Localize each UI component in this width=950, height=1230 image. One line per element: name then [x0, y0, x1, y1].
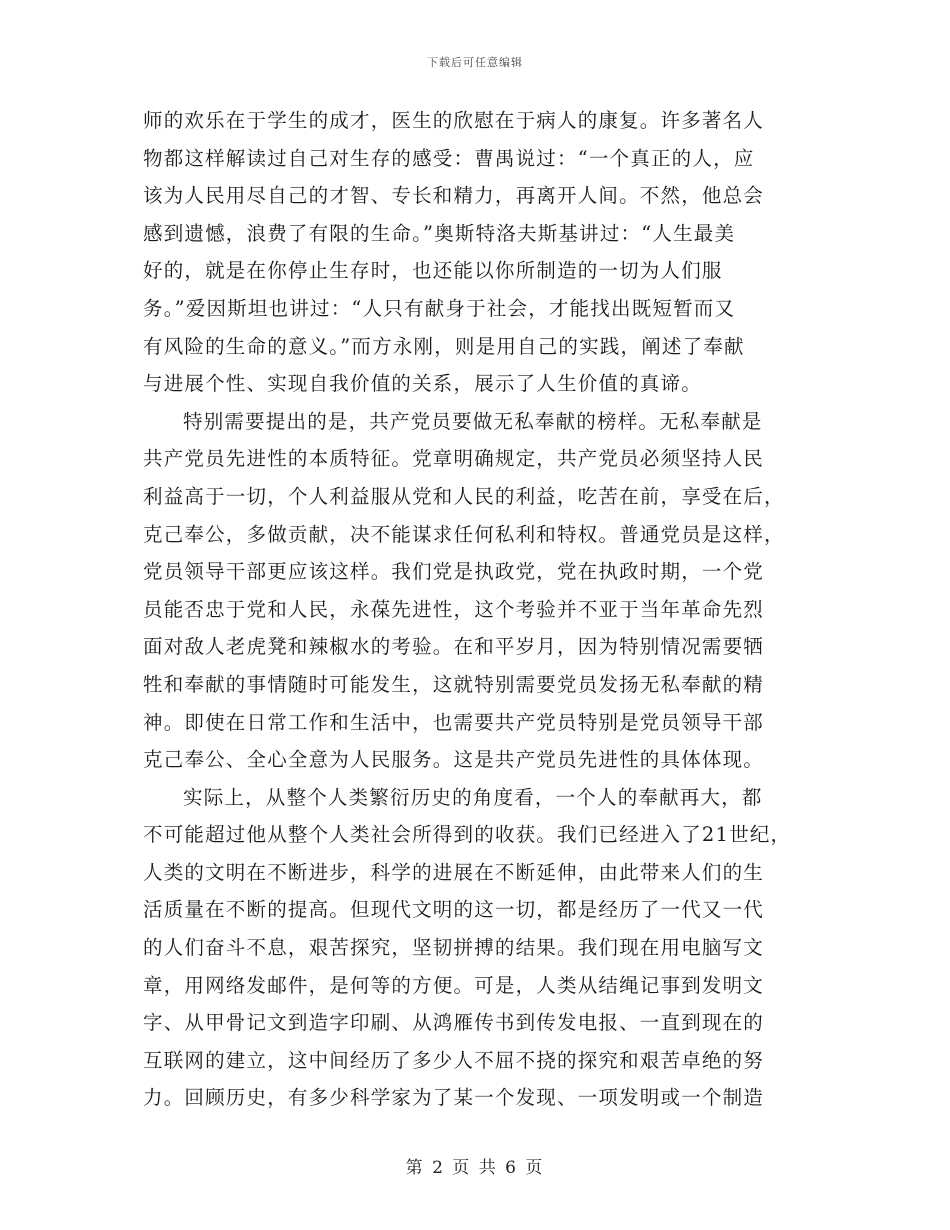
text-line: 神。即使在日常工作和生活中，也需要共产党员特别是党员领导干部 [143, 710, 765, 734]
paragraph-start-line: 实际上，从整个人类繁衍历史的角度看，一个人的奉献再大，都 [183, 785, 763, 809]
text-line: 员能否忠于党和人民，永葆先进性，这个考验并不亚于当年革命先烈 [143, 597, 765, 621]
text-line: 利益高于一切，个人利益服从党和人民的利益，吃苦在前，享受在后， [143, 484, 785, 508]
page-footer: 第 2 页 共 6 页 [405, 1158, 545, 1178]
text-line: 务。”爱因斯坦也讲过：“人只有献身于社会，才能找出既短暂而又 [143, 296, 736, 320]
text-line: 克己奉公、全心全意为人民服务。这是共产党员先进性的具体体现。 [143, 748, 765, 772]
text-line: 面对敌人老虎凳和辣椒水的考验。在和平岁月，因为特别情况需要牺 [143, 635, 765, 659]
text-line: 师的欢乐在于学生的成才，医生的欣慰在于病人的康复。许多著名人 [143, 109, 765, 132]
text-line: 物都这样解读过自己对生存的感受：曹禺说过：“一个真正的人，应 [143, 146, 755, 170]
text-line: 互联网的建立，这中间经历了多少人不屈不挠的探究和艰苦卓绝的努 [143, 1048, 765, 1072]
text-line: 有风险的生命的意义。”而方永刚，则是用自己的实践，阐述了奉献 [143, 334, 745, 358]
text-line: 章，用网络发邮件，是何等的方便。可是，人类从结绳记事到发明文 [143, 973, 765, 997]
text-line: 党员领导干部更应该这样。我们党是执政党，党在执政时期，一个党 [143, 560, 765, 584]
text-line: 字、从甲骨记文到造字印刷、从鸿雁传书到传发电报、一直到现在的 [143, 1011, 765, 1035]
text-line: 活质量在不断的提高。但现代文明的这一切，都是经历了一代又一代 [143, 898, 765, 922]
document-body [143, 102, 803, 1117]
text-line: 该为人民用尽自己的才智、专长和精力，再离开人间。不然，他总会 [143, 184, 765, 208]
text-line: 克己奉公，多做贡献，决不能谋求任何私利和特权。普通党员是这样， [143, 522, 785, 546]
text-line: 的人们奋斗不息，艰苦探究，坚韧拼搏的结果。我们现在用电脑写文 [143, 936, 765, 960]
page-header: 下载后可任意编辑 [427, 56, 523, 69]
paragraph-start-line: 特别需要提出的是，共产党员要做无私奉献的榜样。无私奉献是 [183, 409, 763, 433]
text-line: 人类的文明在不断进步，科学的进展在不断延伸，由此带来人们的生 [143, 860, 765, 884]
text-line: 不可能超过他从整个人类社会所得到的收获。我们已经进入了21世纪， [143, 823, 792, 847]
text-line: 好的，就是在你停止生存时，也还能以你所制造的一切为人们服 [143, 259, 723, 283]
text-line: 与进展个性、实现自我价值的关系，展示了人生价值的真谛。 [143, 372, 702, 396]
text-line: 感到遗憾，浪费了有限的生命。”奥斯特洛夫斯基讲过：“人生最美 [143, 221, 736, 245]
text-line: 牲和奉献的事情随时可能发生，这就特别需要党员发扬无私奉献的精 [143, 672, 765, 696]
text-line: 力。回顾历史，有多少科学家为了某一个发现、一项发明或一个制造 [143, 1086, 765, 1110]
text-line: 共产党员先进性的本质特征。党章明确规定，共产党员必须坚持人民 [143, 447, 765, 471]
